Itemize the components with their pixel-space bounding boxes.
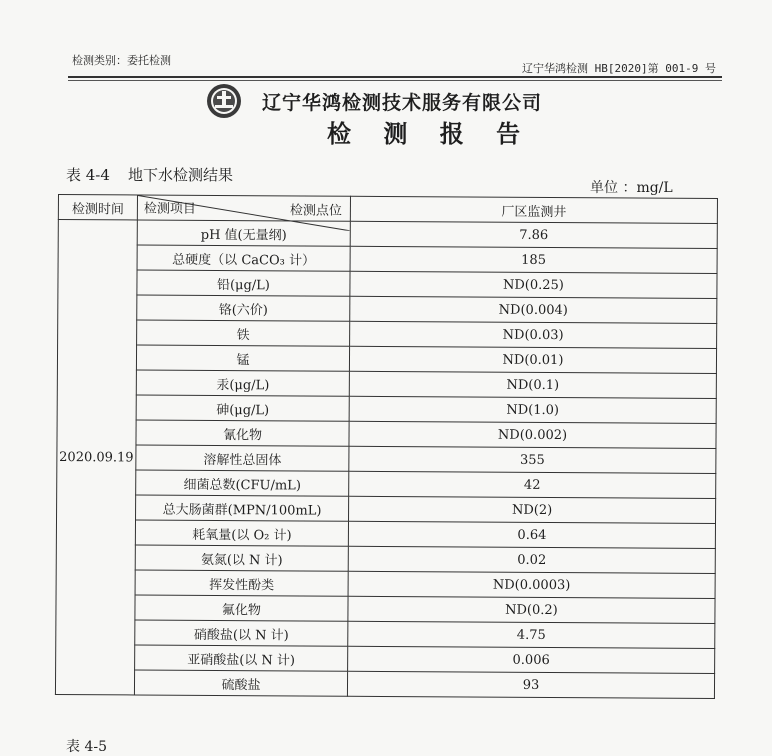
- item-name: 硫酸盐: [134, 670, 347, 696]
- item-name: 铬(六价): [137, 295, 350, 321]
- item-value: 185: [350, 246, 717, 273]
- item-name: 氰化物: [136, 420, 349, 446]
- header-rule-thin: [68, 80, 722, 81]
- item-value: ND(0.004): [350, 296, 717, 323]
- header-rule: [68, 76, 722, 78]
- item-name: 总大肠菌群(MPN/100mL): [136, 495, 349, 521]
- header-point: 检测点位: [289, 203, 342, 219]
- item-value: ND(0.25): [350, 271, 717, 298]
- item-name: 氨氮(以 N 计): [135, 545, 348, 571]
- table-number: 表 4-4: [66, 166, 110, 184]
- header-diagonal-cell: [137, 195, 350, 221]
- item-name: 砷(μg/L): [136, 395, 349, 421]
- item-value: 0.64: [348, 521, 715, 548]
- header-item: 检测项目: [143, 201, 196, 217]
- item-value: ND(0.002): [349, 421, 716, 448]
- item-value: ND(0.03): [350, 321, 717, 348]
- company-name: 辽宁华鸿检测技术服务有限公司: [262, 92, 543, 114]
- table-header-row: [58, 195, 717, 224]
- table-body: [55, 220, 717, 699]
- item-name: 溶解性总固体: [136, 445, 349, 471]
- unit-label: 单位 ：mg/L: [590, 180, 673, 196]
- item-value: ND(0.0003): [348, 571, 715, 598]
- item-name: 亚硝酸盐(以 N 计): [135, 645, 348, 671]
- groundwater-results-table: [55, 194, 718, 699]
- item-value: ND(0.01): [349, 346, 716, 373]
- company-logo-icon: [206, 83, 242, 119]
- item-value: 42: [349, 471, 716, 498]
- item-value: 4.75: [348, 621, 715, 648]
- item-value: ND(1.0): [349, 396, 716, 423]
- item-value: ND(0.1): [349, 371, 716, 398]
- table-caption: [66, 164, 251, 185]
- table-row: [55, 669, 714, 698]
- item-name: 铁: [137, 320, 350, 346]
- item-value: ND(2): [349, 496, 716, 523]
- next-table-caption: 表 4-5: [66, 739, 107, 755]
- sample-date: 2020.09.19: [55, 220, 137, 695]
- item-name: 锰: [136, 345, 349, 371]
- table-title: 地下水检测结果: [127, 166, 233, 184]
- item-name: 汞(μg/L): [136, 370, 349, 396]
- item-name: 细菌总数(CFU/mL): [136, 470, 349, 496]
- item-value: 0.006: [348, 646, 715, 673]
- report-category: 检测类别：委托检测: [72, 54, 171, 67]
- item-value: 0.02: [348, 546, 715, 573]
- item-value: ND(0.2): [348, 596, 715, 623]
- item-value: 7.86: [350, 221, 717, 248]
- header-time: 检测时间: [58, 195, 137, 220]
- item-name: 挥发性酚类: [135, 570, 348, 596]
- item-name: 耗氧量(以 O₂ 计): [135, 520, 348, 546]
- report-title: 检 测 报 告: [327, 120, 533, 148]
- item-value: 93: [347, 671, 714, 698]
- item-value: 355: [349, 446, 716, 473]
- item-name: 铅(μg/L): [137, 270, 350, 296]
- item-name: pH 值(无量纲): [137, 220, 350, 246]
- report-number: 辽宁华鸿检测 HB[2020]第 001-9 号: [522, 62, 716, 75]
- item-name: 硝酸盐(以 N 计): [135, 620, 348, 646]
- header-site: 厂区监测井: [350, 196, 717, 223]
- item-name: 总硬度（以 CaCO₃ 计）: [137, 245, 350, 271]
- item-name: 氟化物: [135, 595, 348, 621]
